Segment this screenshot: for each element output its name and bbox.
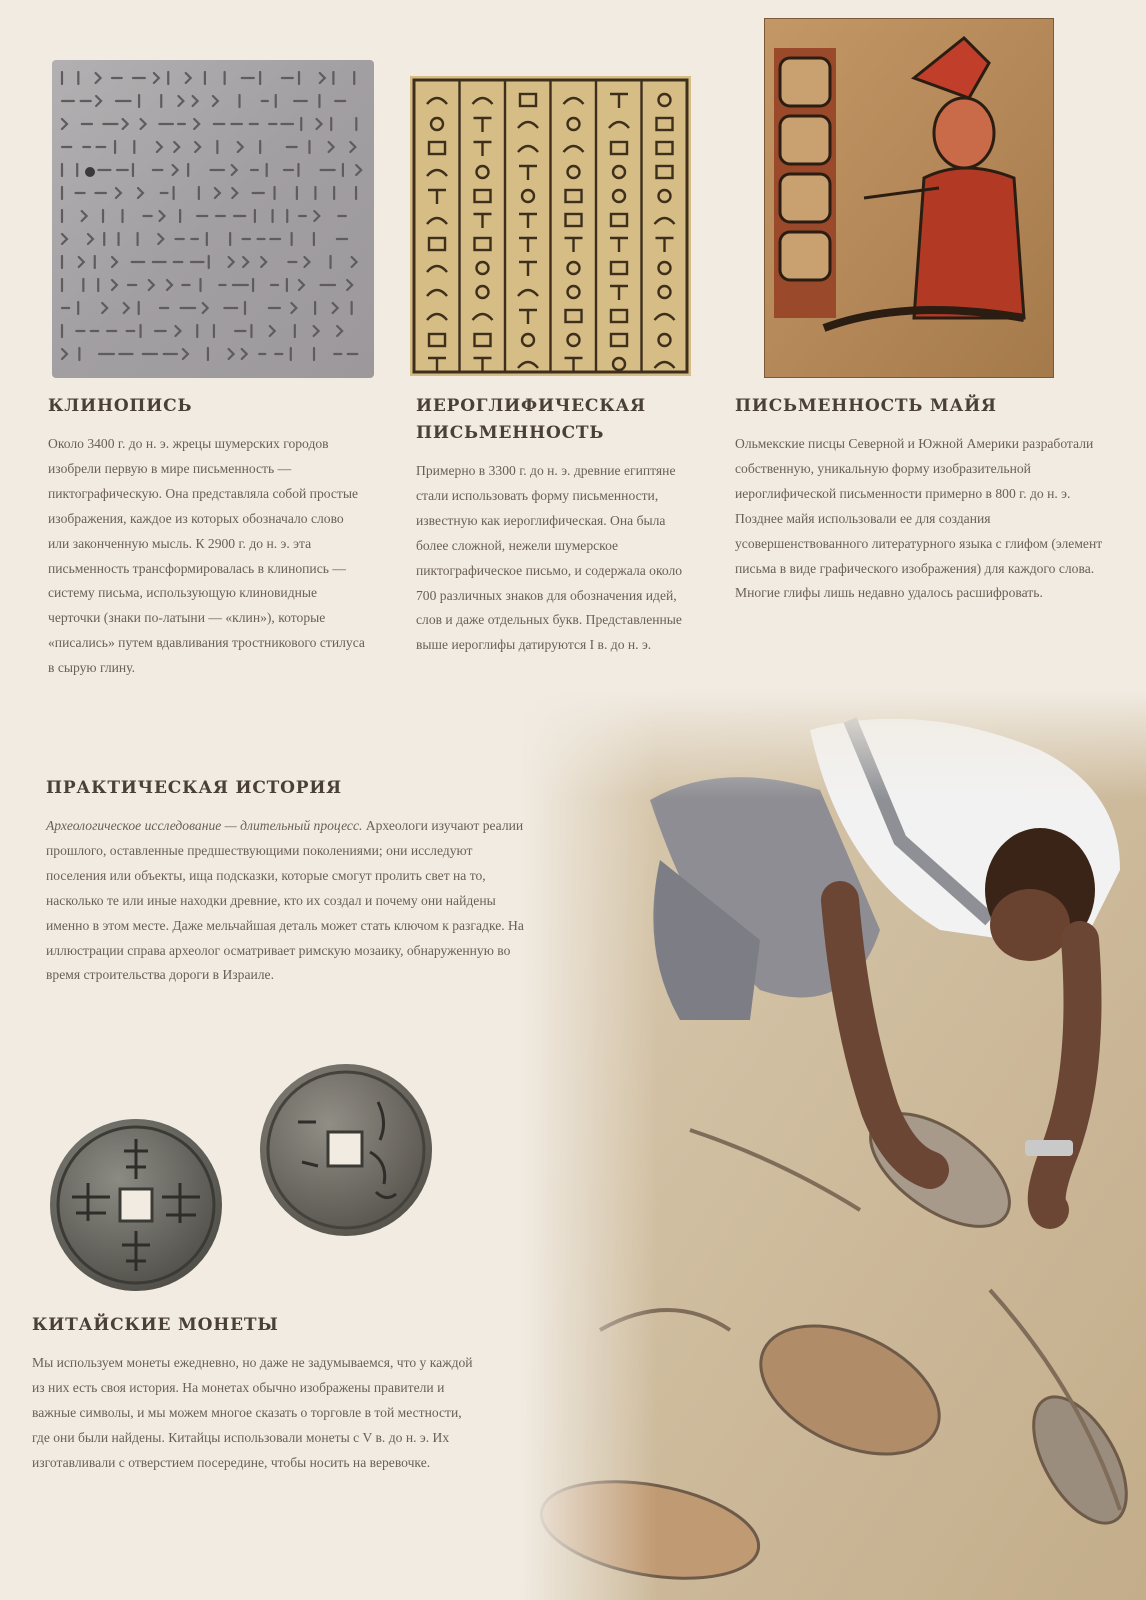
maya-codex-graphic: [764, 18, 1054, 378]
practical-history-heading: ПРАКТИЧЕСКАЯ ИСТОРИЯ: [46, 778, 342, 798]
maya-codex-image: [764, 18, 1054, 378]
practical-history-lead: Археологическое исследование — длительный процесс.: [46, 818, 363, 833]
maya-heading: ПИСЬМЕННОСТЬ МАЙЯ: [735, 396, 997, 416]
cuneiform-tablet-image: [52, 60, 374, 378]
coin-right-graphic: [258, 1062, 434, 1238]
hieroglyphic-heading: ИЕРОГЛИФИЧЕСКАЯ ПИСЬМЕННОСТЬ: [416, 396, 646, 443]
hieroglyph-papyrus-image: [410, 76, 691, 376]
hieroglyphic-text: Примерно в 3300 г. до н. э. древние египтяне стали использовать форму письменности, известную как иероглифическая. Она была более сложной, нежели шумерское пиктографическое письмо, и содержала около 700 различных знаков для обозначения идей, слов и даже отдельных букв. Представленные выше иероглифы датируются I в. до н. э.: [416, 463, 683, 653]
chinese-coin-right-image: [258, 1062, 434, 1238]
archaeologist-mosaic-photo: [520, 690, 1146, 1600]
cuneiform-section: [48, 393, 366, 681]
archaeologist-mosaic-graphic: [520, 690, 1146, 1600]
practical-history-section: [46, 775, 530, 988]
chinese-coins-text: Мы используем монеты ежедневно, но даже не задумываемся, что у каждой из них есть своя история. На монетах обычно изображены правители и важные символы, и мы можем многое сказать о торговле в той местности, где они были найдены. Китайцы использовали монеты с V в. до н. э. Их изготавливали с отверстием посередине, чтобы носить на веревочке.: [32, 1355, 473, 1470]
chinese-coins-heading: КИТАЙСКИЕ МОНЕТЫ: [32, 1315, 279, 1335]
practical-history-text: [46, 814, 530, 988]
hieroglyph-papyrus-graphic: [410, 76, 691, 376]
maya-section: [735, 393, 1115, 606]
chinese-coins-section: [32, 1312, 482, 1476]
hieroglyphic-section: [416, 393, 692, 658]
cuneiform-text: Около 3400 г. до н. э. жрецы шумерских городов изобрели первую в мире письменность — пиктографическую. Она представляла собой простые изображения, каждое из которых обозначало слово или законченную мысль. К 2900 г. до н. э. эта письменность трансформировалась в клинопись — систему письма, использующую клиновидные черточки (знаки по-латыни — «клин»), которые «писались» путем вдавливания тростникового стилуса в сырую глину.: [48, 436, 365, 676]
cuneiform-tablet-graphic: [52, 60, 374, 378]
practical-history-body: Археологи изучают реалии прошлого, оставленные предшествующими поколениями; они исследуют поселения или объекты, ища подсказки, которые смогут пролить свет на то, насколько те или иные находки древние, кто их создал и почему они найдены именно в этом месте. Даже мельчайшая деталь может стать ключом к разгадке. На иллюстрации справа археолог осматривает римскую мозаику, обнаруженную во время строительства дороги в Израиле.: [46, 818, 524, 983]
coin-left-graphic: [48, 1117, 224, 1293]
maya-text: Ольмекские писцы Северной и Южной Америки разработали собственную, уникальную форму изобразительной иероглифической письменности примерно в 800 г. до н. э. Позднее майя использовали ее для создания усовершенствованного литературного языка с глифом (элемент письма в виде графического изображения) для каждого слова. Многие глифы лишь недавно удалось расшифровать.: [735, 436, 1103, 601]
cuneiform-heading: КЛИНОПИСЬ: [48, 396, 193, 416]
chinese-coin-left-image: [48, 1117, 224, 1293]
